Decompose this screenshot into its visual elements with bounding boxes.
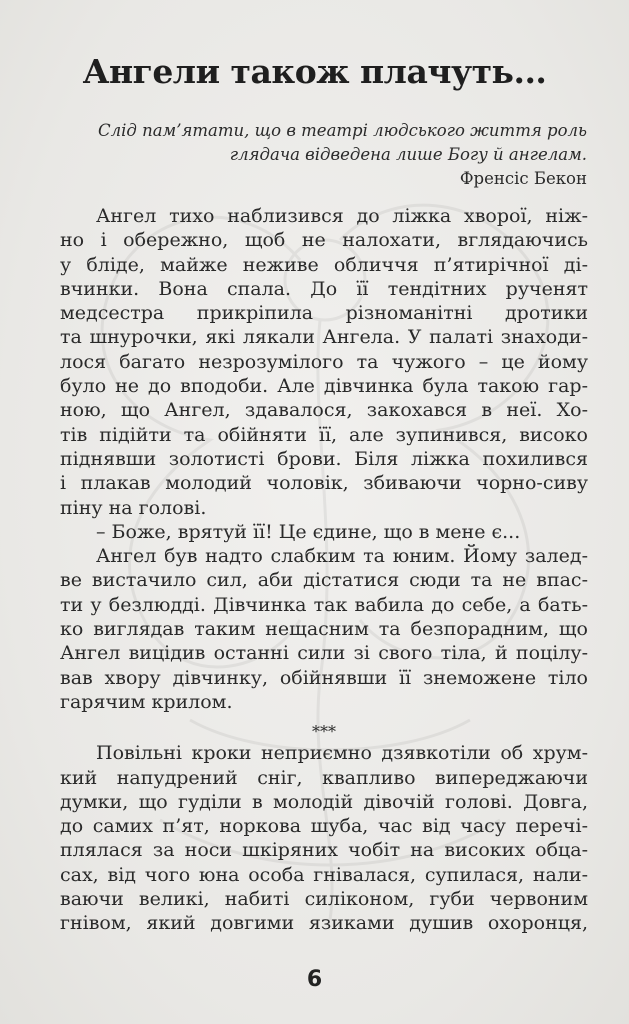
text-line: піну на голові. (60, 496, 207, 519)
text-line: плялася за носи шкіряних чобіт на високих обца- (60, 839, 588, 862)
text-line: ти у безлюдді. Дівчинка так вабила до себе, а бать- (60, 593, 588, 616)
text-line: но і обережно, щоб не налохати, вглядаючись (60, 229, 588, 252)
text-line: гарячим крилом. (60, 690, 233, 713)
page-number: 6 (306, 967, 323, 992)
epigraph-line: глядача відведена лише Богу й ангелам. (229, 145, 587, 164)
text-line: піднявши золотисті брови. Біля ліжка похилився (60, 447, 588, 470)
text-line: Ангел тихо наблизився до ліжка хворої, ніж- (96, 205, 588, 227)
dialogue-line: – Боже, врятуй її! Це єдине, що в мене є... (96, 520, 521, 543)
text-line: і плакав молодий чоловік, збиваючи чорно-сиву (60, 472, 588, 495)
text-line: ве вистачило сил, аби дістатися сюди та не впас- (60, 569, 588, 592)
text-line: вав хвору дівчинку, обійнявши її знеможене тіло (60, 666, 588, 689)
text-line: тів підійти та обійняти її, але зупинився, високо (60, 423, 588, 446)
text-line: Ангел був надто слабким та юним. Йому залед- (96, 545, 588, 568)
section-separator: *** (312, 722, 336, 742)
text-line: лося багато незрозумілого та чужого – це йому (60, 350, 588, 373)
text-line: було не до вподоби. Але дівчинка була такою гар- (60, 375, 588, 398)
chapter-title: Ангели також плачуть... (82, 52, 547, 91)
text-line: кий напудрений сніг, квапливо випереджаючи (60, 766, 588, 789)
text-line: та шнурочки, які лякали Ангела. У палаті знаходи- (60, 326, 588, 349)
body-text (60, 204, 588, 936)
text-line: Ангел вицідив останні сили зі свого тіла, й поцілу- (60, 642, 588, 665)
text-line: у бліде, майже неживе обличчя п’ятирічної ді- (60, 253, 588, 276)
text-line: ваючи великі, набиті силіконом, губи червоним (60, 888, 588, 911)
epigraph-author: Френсіс Бекон (459, 169, 587, 188)
text-line: ною, що Ангел, здавалося, закохався в неї. Хо- (60, 399, 588, 422)
text-line: до самих п’ят, норкова шуба, час від часу перечі- (60, 815, 588, 838)
text-line: медсестра прикріпила різноманітні дротики (60, 302, 588, 325)
text-line: гнівом, який довгими язиками душив охоронця, (60, 912, 588, 935)
text-line: сах, від чого юна особа гнівалася, супилася, нали- (60, 863, 588, 886)
epigraph-line: Слід пам’ятати, що в театрі людського життя роль (97, 121, 587, 140)
text-line: ко виглядав таким нещасним та безпорадним, що (60, 618, 588, 641)
text-line: думки, що гуділи в молодій дівочій голові. Довга, (60, 790, 588, 813)
text-line: Повільні кроки неприємно дзявкотіли об хрум- (96, 742, 588, 765)
text-line: вчинки. Вона спала. До її тендітних рученят (60, 277, 588, 300)
epigraph (67, 119, 587, 191)
